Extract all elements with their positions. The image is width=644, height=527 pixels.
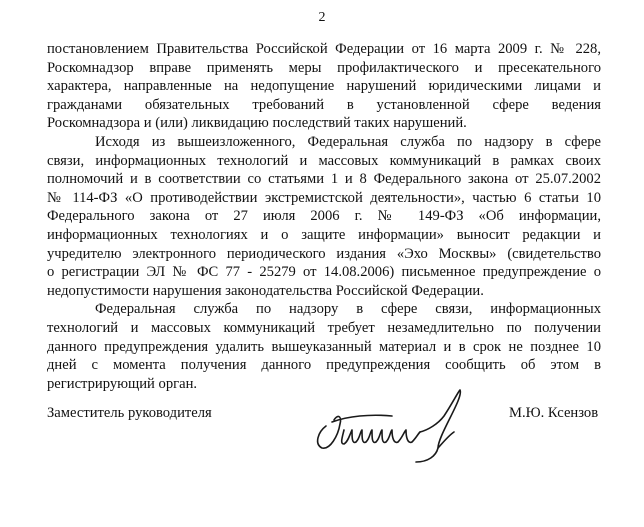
- text-line: информационных технологиях и о защите информации» выносит редакции и: [47, 226, 601, 243]
- text-line: данного предупреждения удалить вышеуказанный материал и в срок не позднее 10: [47, 338, 601, 355]
- document-body: [47, 40, 601, 393]
- paragraph-1: [47, 40, 601, 133]
- handwritten-signature-icon: [288, 386, 488, 466]
- text-line: № 114-ФЗ «О противодействии экстремистской деятельности», частью 6 статьи 10: [47, 189, 601, 206]
- text-line: дней с момента получения данного предупреждения сообщить об этом в: [47, 357, 601, 374]
- text-line: Федерального закона от 27 июля 2006 г. № 149-ФЗ «Об информации,: [47, 208, 601, 225]
- text-line: характера, направленные на недопущение нарушений юридическими лицами и: [47, 78, 601, 95]
- paragraph-3: [47, 300, 601, 393]
- signatory-name: М.Ю. Ксензов: [509, 405, 599, 421]
- text-line: недопустимости нарушения законодательства Российской Федерации.: [47, 282, 484, 299]
- text-line: полномочий и в соответствии со статьями 1 и 8 Федерального закона от 25.07.2002: [47, 171, 601, 188]
- text-line: регистрирующий орган.: [47, 375, 198, 392]
- text-line: Роскомнадзора и (или) ликвидацию последствий таких нарушений.: [47, 115, 467, 132]
- text-line: Роскомнадзор вправе применять меры профилактического и пресекательного: [47, 59, 601, 76]
- text-line: Исходя из вышеизложенного, Федеральная служба по надзору в сфере: [95, 133, 601, 150]
- text-line: учредителю электронного периодического издания «Эхо Москвы» (свидетельство: [47, 245, 601, 262]
- text-line: постановлением Правительства Российской Федерации от 16 марта 2009 г. № 228,: [47, 41, 601, 57]
- page-number: 2: [318, 10, 326, 25]
- paragraph-2: [47, 133, 601, 300]
- signatory-title: Заместитель руководителя: [47, 405, 212, 421]
- text-line: связи, информационных технологий и массовых коммуникаций в рамках своих: [47, 152, 601, 169]
- text-line: о регистрации ЭЛ № ФС 77 - 25279 от 14.08.2006) письменное предупреждение о: [47, 264, 601, 281]
- text-line: Федеральная служба по надзору в сфере связи, информационных: [95, 301, 601, 318]
- text-line: гражданами обязательных требований в установленной сфере ведения: [47, 96, 601, 113]
- text-line: технологий и массовых коммуникаций требует незамедлительно по получении: [47, 319, 601, 336]
